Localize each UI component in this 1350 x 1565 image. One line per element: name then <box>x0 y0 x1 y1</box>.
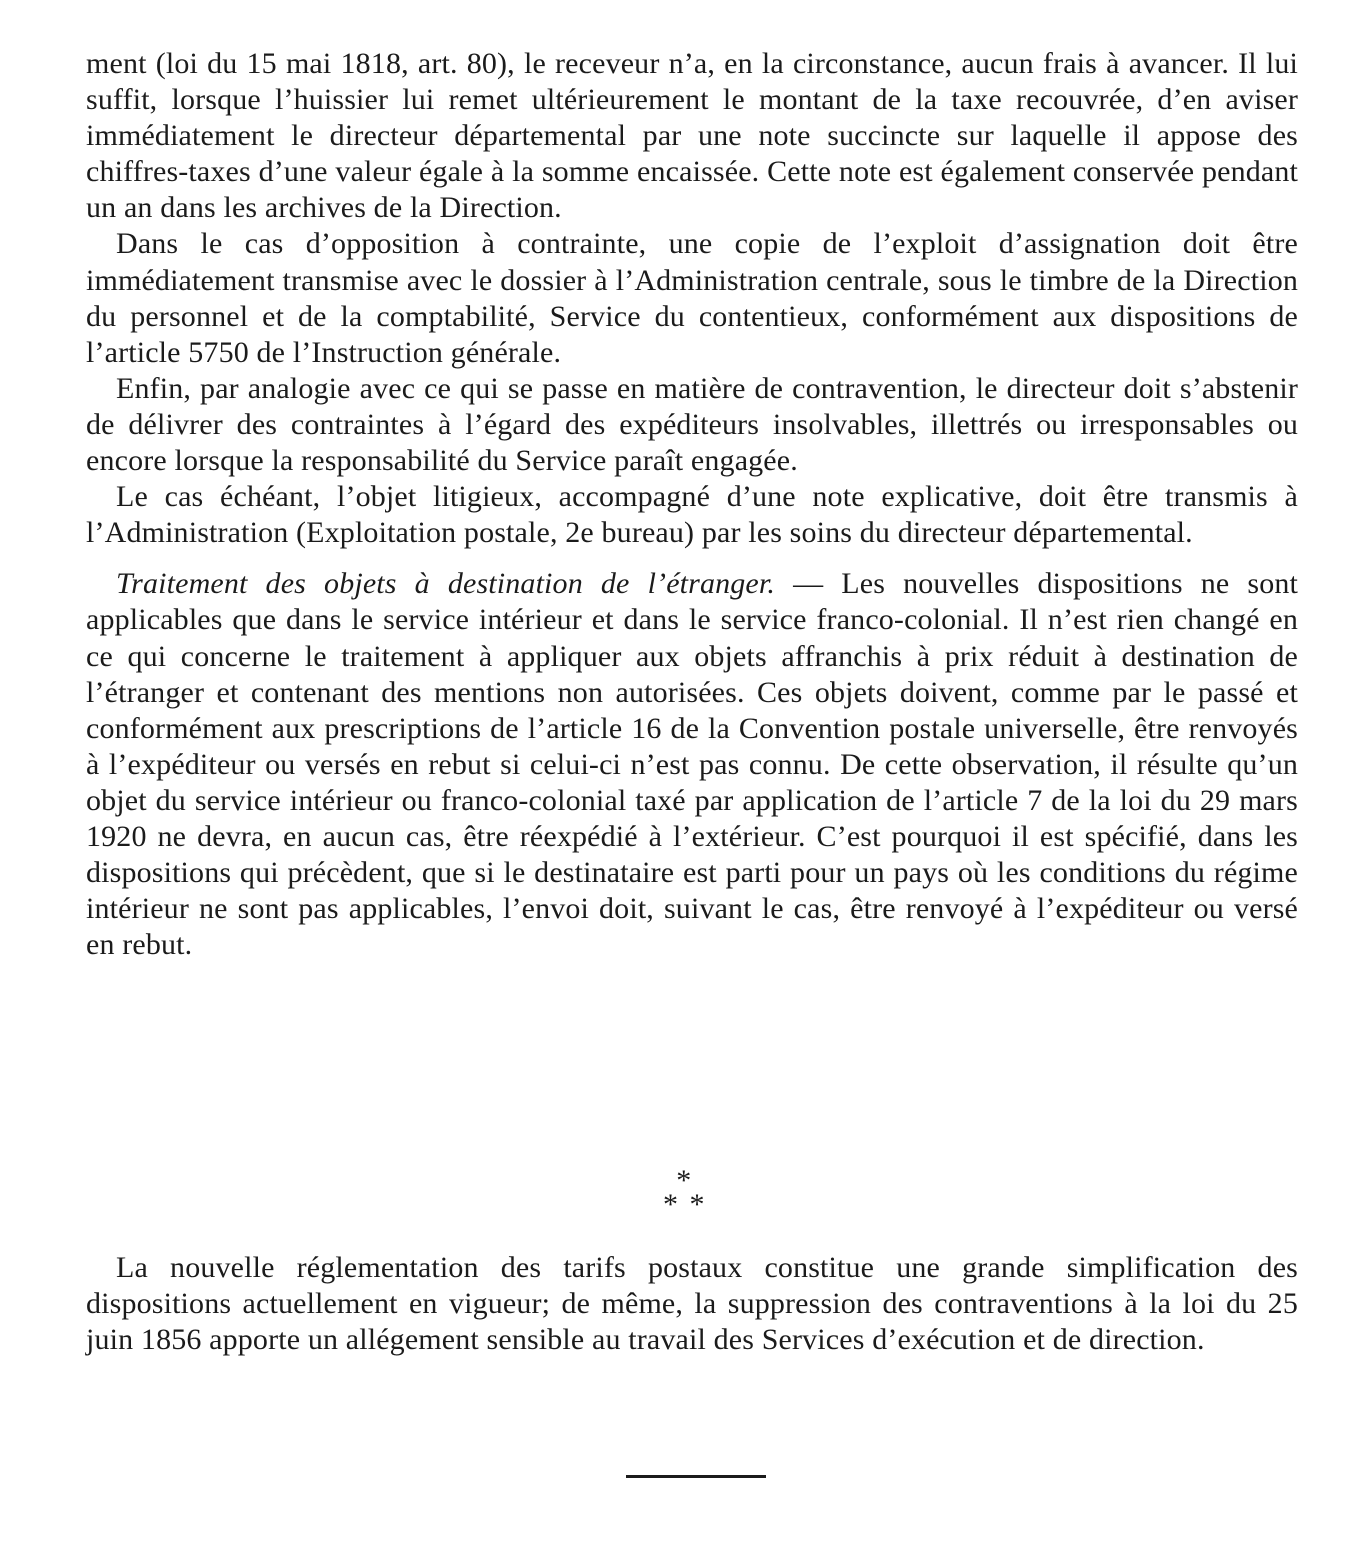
document-body <box>86 46 1298 963</box>
closing-block <box>86 1250 1298 1358</box>
paragraph-opposition: Dans le cas d’opposition à contrainte, une copie de l’exploit d’assignation doit être immédiatement transmise avec le dossier à l’Administration centrale, sous le timbre de la Direction du personnel et de la comptabilité, Service du contentieux, conformément aux dispositions de l’article 5750 de l’Instruction générale. <box>86 227 1298 369</box>
paragraph-continuation: ment (loi du 15 mai 1818, art. 80), le receveur n’a, en la circonstance, aucun frais à avancer. Il lui suffit, lorsque l’huissier lui remet ultérieurement le montant de la taxe recouvrée, d’en aviser immédiatement le directeur départemental par une note succincte sur laquelle il appose des chiffres-taxes d’une valeur égale à la somme encaissée. Cette note est également conservée pendant un an dans les archives de la Direction. <box>86 47 1298 225</box>
section-dash: — <box>775 567 842 601</box>
paragraph-analogie: Enfin, par analogie avec ce qui se passe en matière de contravention, le directeur doit s’abstenir de délivrer des contraintes à l’égard des expéditeurs insolvables, illettrés ou irresponsables ou encore lorsque la responsabilité du Service paraît engagée. <box>86 371 1298 478</box>
asterism-top-star: * <box>676 1164 694 1197</box>
asterism-separator <box>663 1164 707 1221</box>
section-text: Les nouvelles dispositions ne sont applicables que dans le service intérieur et dans le service franco-colonial. Il n’est rien changé en ce qui concerne le traitement à appliquer aux objets affranchis à prix réduit à destination de l’étranger et contenant des mentions non autorisées. Ces objets doivent, comme par le passé et conformément aux prescriptions de l’article 16 de la Convention postale universelle, être renvoyés à l’expéditeur ou versés en rebut si celui-ci n’est pas connu. De cette observation, il résulte qu’un objet du service intérieur ou franco-colonial taxé par application de l’article 7 de la loi du 29 mars 1920 ne devra, en aucun cas, être réexpédié à l’extérieur. C’est pourquoi il est spécifié, dans les dispositions qui précèdent, que si le destinataire est parti pour un pays où les conditions du régime intérieur ne sont pas applicables, l’envoi doit, suivant le cas, être renvoyé à l’expéditeur ou versé en rebut. <box>86 567 1298 962</box>
end-rule <box>626 1475 766 1478</box>
asterism-bottom-stars: * * <box>663 1188 707 1221</box>
paragraph-closing: La nouvelle réglementation des tarifs postaux constitue une grande simplification des dispositions actuellement en vigueur; de même, la suppression des contraventions à la loi du 25 juin 1856 apporte un allégement sensible au travail des Services d’exécution et de direction. <box>86 1251 1298 1357</box>
section-etranger <box>86 566 1298 963</box>
section-heading: Traitement des objets à destination de l’étranger. <box>116 567 776 601</box>
paragraph-objet-litigieux: Le cas échéant, l’objet litigieux, accompagné d’une note explicative, doit être transmis à l’Administration (Exploitation postale, 2e bureau) par les soins du directeur départemental. <box>86 480 1298 550</box>
